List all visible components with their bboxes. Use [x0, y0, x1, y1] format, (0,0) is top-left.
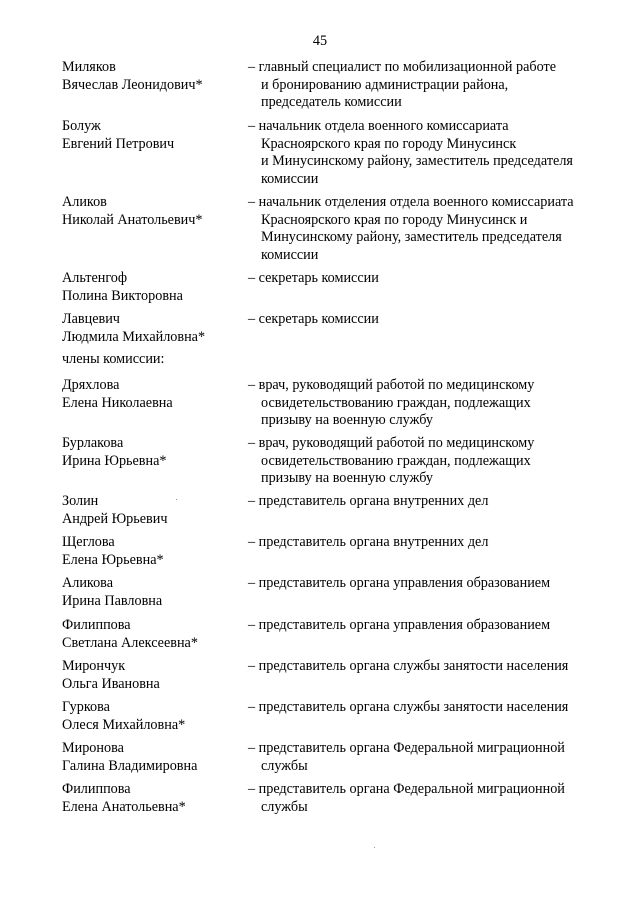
member-role-line: – секретарь комиссии: [248, 270, 379, 286]
member-surname: Гуркова: [62, 699, 110, 715]
member-given-names: Ирина Юрьевна*: [62, 452, 167, 469]
member-given-names: Галина Владимировна: [62, 757, 198, 774]
member-surname: Золин: [62, 493, 99, 509]
member-given-names: Николай Анатольевич*: [62, 211, 203, 228]
member-surname: Мирончук: [62, 658, 126, 674]
member-role-line: освидетельствованию граждан, подлежащих: [261, 452, 531, 469]
member-role-line: – представитель органа управления образованием: [248, 575, 551, 591]
member-role-line: председатель комиссии: [261, 94, 402, 111]
member-role: [248, 311, 620, 329]
member-role-line: освидетельствованию граждан, подлежащих: [261, 394, 531, 411]
page-number: 45: [312, 33, 328, 49]
member-role-line: комиссии: [261, 170, 319, 187]
member-given-names: Андрей Юрьевич: [62, 510, 168, 527]
member-given-names: Елена Анатольевна*: [62, 798, 186, 815]
member-name: [62, 740, 242, 775]
member-name: [62, 435, 242, 470]
member-name: [62, 658, 242, 693]
member-role-line: службы: [261, 798, 308, 815]
member-role-line: – представитель органа Федеральной миграционной: [248, 740, 565, 756]
member-role-line: – секретарь комиссии: [248, 311, 379, 327]
member-role-line: – представитель органа Федеральной миграционной: [248, 781, 565, 797]
scan-speck: [176, 499, 177, 500]
member-role: [248, 270, 620, 288]
member-role: [248, 194, 620, 264]
member-name: [62, 270, 242, 305]
member-role: [248, 740, 620, 775]
member-role: [248, 118, 620, 188]
member-name: [62, 699, 242, 734]
member-surname: Аликова: [62, 575, 113, 591]
member-role-line: – представитель органа внутренних дел: [248, 493, 489, 509]
member-role-line: и Минусинскому району, заместитель председателя: [261, 153, 573, 170]
member-given-names: Светлана Алексеевна*: [62, 634, 198, 651]
member-given-names: Полина Викторовна: [62, 287, 183, 304]
member-role: [248, 699, 620, 717]
scan-speck: [374, 847, 375, 848]
member-role-line: призыву на военную службу: [261, 470, 433, 487]
member-role-line: – представитель органа службы занятости населения: [248, 699, 569, 715]
member-role-line: – начальник отдела военного комиссариата: [248, 118, 509, 134]
member-given-names: Людмила Михайловна*: [62, 328, 206, 345]
member-role-line: службы: [261, 757, 308, 774]
member-name: [62, 311, 242, 346]
member-surname: Дряхлова: [62, 377, 120, 393]
member-surname: Аликов: [62, 194, 107, 210]
member-role-line: призыву на военную службу: [261, 412, 433, 429]
members-heading: члены комиссии:: [62, 351, 165, 367]
member-name: [62, 118, 242, 153]
member-role: [248, 59, 620, 112]
member-role-line: – представитель органа внутренних дел: [248, 534, 489, 550]
member-role-line: – представитель органа службы занятости населения: [248, 658, 569, 674]
member-given-names: Елена Николаевна: [62, 394, 173, 411]
member-role-line: – представитель органа управления образованием: [248, 617, 551, 633]
member-role-line: Красноярского края по городу Минусинск: [261, 135, 517, 152]
member-surname: Бурлакова: [62, 435, 124, 451]
member-name: [62, 575, 242, 610]
member-surname: Миронова: [62, 740, 124, 756]
member-role: [248, 435, 620, 488]
member-surname: Миляков: [62, 59, 116, 75]
member-surname: Щеглова: [62, 534, 115, 550]
member-name: [62, 59, 242, 94]
member-surname: Филиппова: [62, 617, 131, 633]
member-role-line: Красноярского края по городу Минусинск и: [261, 211, 528, 228]
member-role-line: – врач, руководящий работой по медицинскому: [248, 435, 535, 451]
member-role-line: и бронированию администрации района,: [261, 76, 509, 93]
member-name: [62, 194, 242, 229]
member-surname: Альтенгоф: [62, 270, 128, 286]
member-role-line: комиссии: [261, 246, 319, 263]
member-role: [248, 781, 620, 816]
member-role-line: – врач, руководящий работой по медицинскому: [248, 377, 535, 393]
member-name: [62, 493, 242, 528]
member-role-line: Минусинскому району, заместитель председателя: [261, 229, 562, 246]
member-given-names: Вячеслав Леонидович*: [62, 76, 203, 93]
member-surname: Болуж: [62, 118, 101, 134]
member-name: [62, 617, 242, 652]
member-name: [62, 534, 242, 569]
member-surname: Лавцевич: [62, 311, 120, 327]
member-role: [248, 658, 620, 676]
member-given-names: Евгений Петрович: [62, 135, 175, 152]
member-role: [248, 493, 620, 511]
member-surname: Филиппова: [62, 781, 131, 797]
member-name: [62, 377, 242, 412]
member-given-names: Олеся Михайловна*: [62, 716, 186, 733]
member-given-names: Ирина Павловна: [62, 592, 163, 609]
member-role-line: – начальник отделения отдела военного комиссариата: [248, 194, 574, 210]
member-given-names: Елена Юрьевна*: [62, 551, 164, 568]
member-role: [248, 575, 620, 593]
member-role: [248, 534, 620, 552]
member-role: [248, 617, 620, 635]
member-role-line: – главный специалист по мобилизационной работе: [248, 59, 556, 75]
member-role: [248, 377, 620, 430]
member-given-names: Ольга Ивановна: [62, 675, 160, 692]
member-name: [62, 781, 242, 816]
